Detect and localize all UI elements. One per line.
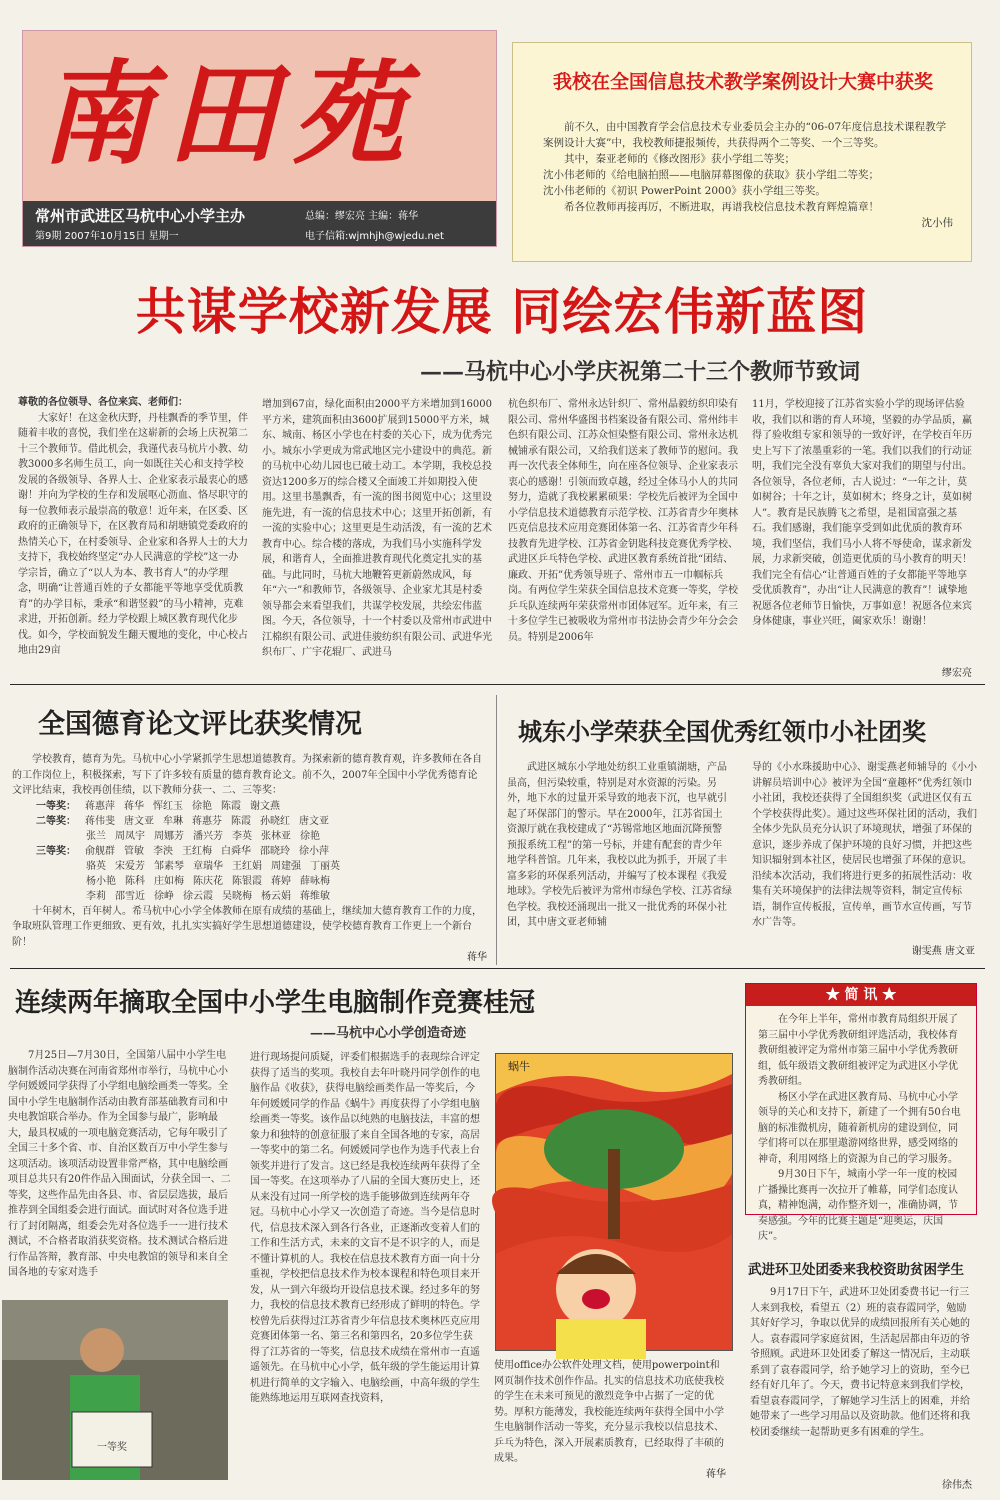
prize-name: 章瑞华 [193, 860, 223, 872]
news-box [745, 983, 977, 1242]
prize-name: 李泱 [153, 845, 173, 857]
prize-name: 周建强 [271, 860, 301, 872]
computer-column-2 [250, 1050, 480, 1490]
moral-author: 蒋华 [467, 952, 487, 963]
student-painting [495, 1053, 733, 1351]
award-paragraph: 前不久，由中国教育学会信息技术专业委员会主办的“06-07年度信息技术课程教学案例设计大赛”中，我校教师捷报频传，共获得两个二等奖、一个三等奖。 [543, 121, 947, 149]
prize-name: 庄如梅 [154, 875, 184, 887]
photo-illustration [2, 1300, 228, 1480]
prize-name: 恽红玉 [153, 800, 183, 812]
award-paragraph: 希各位教师再接再厉，不断进取，再谱我校信息技术教育辉煌篇章！ [564, 201, 879, 213]
moral-intro: 学校教育，德育为先。马杭中心小学紧抓学生思想道德教育。为探索新的德育教育观，许多教师在各自的工作岗位上，积极探索，写下了许多较有质量的德育教育论文。前不久，2007年全国中小学优秀德育论文评比结束，我校再创佳绩，以下教师分获一、二、三等奖： [12, 754, 482, 796]
newspaper-logo: 南田苑 [40, 49, 418, 180]
prize-label: 三等奖： [36, 845, 76, 857]
speech-author: 缪宏亮 [942, 668, 972, 679]
prize-label: 二等奖： [36, 815, 76, 827]
prize-name: 李莉 [86, 890, 106, 902]
prize-name: 管敏 [124, 845, 144, 857]
moral-closing: 十年树木，百年树人。希马杭中心小学全体教师在原有成绩的基础上，继续加大德育教育工作的力度，争取班队管理工作更细致、更有效，扎扎实实搞好学生思想道德建设，使学校德育教育工作更上一个新台阶！ [12, 905, 482, 948]
prize-name: 陈庆花 [193, 875, 223, 887]
prize-name: 王红梅 [182, 845, 212, 857]
publisher: 常州市武进区马杭中心小学主办 [35, 207, 246, 225]
editors: 总编：缪宏亮 主编：蒋华 [305, 211, 419, 222]
prize-row [12, 814, 487, 829]
computer-title: 连续两年摘取全国中小学生电脑制作竞赛桂冠 [15, 988, 536, 1018]
award-title: 我校在全国信息技术教学案例设计大赛中获奖 [552, 71, 933, 93]
prize-name: 杨云娟 [261, 890, 291, 902]
speech-column-2 [262, 397, 492, 675]
prize-name: 徐艳 [300, 830, 320, 842]
computer-author: 蒋华 [706, 1468, 726, 1480]
prize-name: 李英 [232, 830, 252, 842]
moral-essay-title: 全国德育论文评比获奖情况 [38, 709, 362, 740]
award-paragraph: 其中，秦亚老师的《修改图形》获小学组二等奖； [564, 153, 795, 165]
prize-name: 谢文燕 [250, 800, 280, 812]
student-photo [2, 1300, 228, 1480]
prize-name: 俞舰群 [85, 845, 115, 857]
chengdong-column-1 [507, 760, 732, 960]
award-author: 沈小伟 [921, 217, 953, 229]
prize-row [12, 874, 487, 889]
chengdong-title: 城东小学荣获全国优秀红领巾小社团奖 [518, 717, 926, 746]
award-paragraph: 沈小伟老师的《给电脑拍照——电脑屏幕图像的获取》获小学组二等奖； [543, 169, 879, 181]
prize-name: 潘兴芳 [193, 830, 223, 842]
prize-name: 周凤宇 [115, 830, 145, 842]
prize-name: 丁丽英 [310, 860, 340, 872]
computer-subtitle: ——马杭中心小学创造奇迹 [310, 1026, 467, 1041]
prize-name: 张兰 [86, 830, 106, 842]
moral-essay-body [12, 752, 487, 966]
prize-name: 陈科 [125, 875, 145, 887]
prize-name: 邵雪近 [115, 890, 145, 902]
column-divider [496, 695, 497, 965]
computer-column-1 [8, 1048, 236, 1296]
prize-name: 邵晓玲 [260, 845, 290, 857]
award-paragraph: 沈小伟老师的《初识 PowerPoint 2000》获小学组三等奖。 [543, 185, 826, 197]
prize-name: 王红娟 [232, 860, 262, 872]
prize-name: 杨小艳 [86, 875, 116, 887]
chengdong-author: 谢雯燕 唐文亚 [911, 946, 975, 957]
prize-name: 宋爱芳 [115, 860, 145, 872]
prize-name: 邹素琴 [154, 860, 184, 872]
computer-column-3 [494, 1358, 726, 1483]
news-body [758, 1012, 966, 1242]
speech-text: 11月，学校迎接了江苏省实验小学的现场评估验收，我们以和谐的育人环境，坚毅的办学品质，赢得了验收组专家和领导的一致好评，在学校百年历史上写下了浓墨重彩的一笔。我们以我们的行动证明，我们完全没有辜负大家对我们的期望与付出。各位领导，各位老师，古人说过：“一年之计，莫如树谷；十年之计，莫如树木；终身之计，莫如树人”。教育是民族腾飞之希望，是祖国富强之基石。我们感谢，我们能享受到如此优质的教育环境，我们坚信，我们马小人将不辱使命，谋求新发展，力求新突破，创造更优质的马小教育的明天！我们完全有信心“让普通百姓的子女都能平等地享受优质教育”，办出“让人民满意的教育”！诚挚地祝愿各位老师节日愉快，万事如意！祝愿各位来宾身体健康，事业兴旺，阖家欢乐！谢谢！ [752, 399, 972, 627]
painting-label: 蜗牛 [508, 1060, 530, 1073]
prize-name: 徐艳 [192, 800, 212, 812]
prize-row [12, 799, 487, 814]
prize-name: 蒋婷 [271, 875, 291, 887]
prize-name: 蒋惠萍 [85, 800, 115, 812]
sanitation-title: 武进环卫处团委来我校资助贫困学生 [748, 1262, 964, 1278]
prize-name: 徐云霞 [183, 890, 213, 902]
prize-name: 张林亚 [261, 830, 291, 842]
award-body [543, 119, 953, 230]
speech-text: 杭色织布厂、常州永达针织厂、常州晶毅纺织印染有限公司、常州华盛图书档案设备有限公司、常州纬丰色织有限公司、江苏众恒染整有限公司、常州永达机械铺承有限公司，又给我们送来了教师节的慰问。我再一次代表全体师生，向在座各位领导、企业家表示衷心的感谢！引领而致卓越，经过全体马小人的共同努力，造就了我校累累硕果：学校先后被评为全国中小学信息技术道德教育示范学校、江苏省青少年奥林匹克信息技术应用竞赛团体第一名、江苏省青少年科技教育先进学校、江苏省金钥匙科技竞赛优秀学校、武进区乒乓特色学校、武进区教育系统首批“团结、廉政、开拓”优秀领导班子、常州市五一巾帼标兵岗。有两位学生荣获全国信息技术竞赛一等奖，学校乒乓队连续两年荣获常州市团体冠军。近年来，有三十多位学生已被吸收为常州市书法协会青少年分会会员。特别是2006年 [508, 399, 738, 643]
prize-name: 蒋惠芬 [192, 815, 222, 827]
issue-date: 第9期 2007年10月15日 星期一 [35, 231, 179, 242]
main-headline: 共谋学校新发展 同绘宏伟新蓝图 [135, 283, 869, 341]
computer-text: 使用office办公软件处理文档，使用powerpoint和网页制作技术创作作品。扎实的信息技术功底使我校的学生在未来可预见的激烈竞争中占据了一定的优势。厚积方能薄发，我校能连续两年获得全国中小学生电脑制作活动一等奖，充分显示我校以信息技术、乒乓为特色，深入开展素质教育，已经取得了丰硕的成果。 [494, 1360, 724, 1464]
news-item: 杨区小学在武进区教育局、马杭中心小学领导的关心和支持下，新建了一个拥有50台电脑的标准微机房，随着新机房的建设到位，同学们将可以在那里遨游网络世界，感受网络的神奇，利用网络上的资源为自己的学习服务。 [758, 1091, 961, 1165]
sanitation-author: 徐伟杰 [942, 1480, 972, 1491]
prize-name: 徐峥 [154, 890, 174, 902]
chengdong-text: 武进区城东小学地处纺织工业重镇湖塘，产品虽高，但污染较重，特别是对水资源的污染。另外，地下水的过量开采导致的地表下沉，也早就引起了环保部门的警示。早在2000年，江苏省国土资源厅就在我校建成了“苏锡常地区地面沉降预警预报系统工程”的第一号标，并建有配套的青少年地学科普馆。几年来，我校以此为抓手，开展了丰富多彩的环保系列活动，并编写了校本课程《我爱地球》。学校先后被评为常州市绿色学校、江苏省绿色学校。我校还涌现出一批又一批优秀的环保小社团，其中唐文亚老师辅 [507, 762, 732, 928]
prize-row [12, 844, 487, 859]
prize-name: 唐文亚 [124, 815, 154, 827]
prize-name: 吴晓梅 [222, 890, 252, 902]
prize-name: 白舜华 [221, 845, 251, 857]
news-item: 在今年上半年，常州市教育局组织开展了第三届中小学优秀教研组评选活动，我校体育教研组被评定为常州市第三届中小学优秀教研组，低年级语文教研组被评定为武进区小学优秀教研组。 [758, 1014, 958, 1087]
prize-name: 陈银霞 [232, 875, 262, 887]
section-divider [10, 684, 985, 685]
prize-row [12, 859, 487, 874]
speech-column-1 [18, 395, 248, 675]
certificate-text: 一等奖 [97, 1442, 127, 1453]
award-box [512, 42, 972, 262]
prize-row [12, 829, 487, 844]
prize-name: 蒋华 [124, 800, 144, 812]
prize-name: 周娜芳 [154, 830, 184, 842]
chengdong-text: 导的《小水珠援助中心》、谢雯燕老师辅导的《小小讲解员培训中心》被评为全国“童趣杯”优秀红领巾小社团，我校还获得了全国组织奖（武进区仅有五个学校获得此奖）。通过这些环保社团的活动，我们全体少先队员充分认识了环境现状，增强了环保的意识，逐步养成了保护环境的良好习惯，并把这些知识辐射到本社区，使居民也增强了环保的意识。沿续本次活动，我们将进行更多的拓展性活动：收集有关环境保护的法律法规等资料，制定宣传标语，制作宣传板报，宣传单，画节水宣传画，写节水广告等。 [752, 762, 977, 928]
main-subheadline: ——马杭中心小学庆祝第二十三个教师节致词 [420, 359, 861, 385]
chengdong-column-2 [752, 760, 977, 940]
computer-text: 7月25日—7月30日，全国第八届中小学生电脑制作活动决赛在河南省郑州市举行，马杭中心小学何媛媛同学获得了小学组电脑绘画类一等奖。全国中小学生电脑制作活动由教育部基础教育司和中央电教馆联合举办。作为全国参与最广，影响最大，最具权威的一项电脑竞赛活动，它每年吸引了全国三十多个省、市、自治区数百万中小学生参与这项活动。该项活动设置非常严格，其中电脑绘画项目总共只有20件作品入围面试，分获全国一、二等奖，这些作品先由各县、市、省层层选拔，最后推荐到全国组委会进行面试。面试时对各位选手进行了封闭隔离，组委会先对各位选手一一进行技术测试，不合格者取消获奖资格。技术测试合格后进行作品答辩，教育部、中央电教馆的领导和来自全国各地的专家对选手 [8, 1050, 231, 1278]
sanitation-body [750, 1285, 972, 1475]
speech-column-3 [508, 397, 738, 675]
prize-name: 蒋伟斐 [85, 815, 115, 827]
sanitation-text: 9月17日下午，武进环卫处团委费书记一行三人来到我校，看望五（2）班的袁春霞同学，勉励其好好学习，争取以优异的成绩回报所有关心她的人。袁春霞同学家庭贫困，生活起居都由年迈的爷爷照顾。武进环卫处团委了解这一情况后，主动联系到了袁春霞同学，给予她学习上的资助，至今已经有好几年了。今天，费书记特意来到我们学校，看望袁春霞同学，了解她学习生活上的困难，并给她带来了一些学习用品以及资助款。他们还将和我校团委继续一起帮助更多有困难的学生。 [750, 1287, 970, 1438]
email: 电子信箱:wjmhjh@wjedu.net [305, 231, 444, 242]
painting-illustration [496, 1054, 732, 1350]
prize-name: 徐小萍 [299, 845, 329, 857]
speech-greeting: 尊敬的各位领导、各位来宾、老师们： [18, 397, 188, 408]
prize-row [12, 889, 487, 904]
prize-name: 薛咏梅 [300, 875, 330, 887]
news-header: ★ 简 讯 ★ [746, 984, 976, 1006]
prize-name: 骆英 [86, 860, 106, 872]
speech-column-4 [752, 397, 974, 659]
computer-text: 进行现场提问质疑，评委们根据选手的表现综合评定获得了适当的奖项。我校自去年叶晓丹同学创作的电脑作品《收获》，获得电脑绘画类作品一等奖后，今年何媛媛同学的作品《蜗牛》再度获得了小学组电脑绘画类一等奖。该作品以纯熟的电脑技法，丰富的想象力和独特的创意征服了来自全国各地的专家，高居一等奖中的第二名。何媛媛同学也作为选手代表上台领奖并进行了发言。这已经是我校连续两年获得了全国一等奖。在这项举办了八届的全国大赛历史上，还从来没有过同一所学校的选手能够做到连续两年夺冠。马杭中心小学又一次创造了奇迹。当今是信息时代，信息技术深入到各行各业，正逐渐改变着人们的工作和生活方式，未来的文盲不是不识字的人，而是不懂计算机的人。我校在信息技术教育方面一向十分重视，学校把信息技术作为校本课程和特色项目来开发，从一到六年级均开设信息技术课。经过多年的努力，我校的信息技术教育已经形成了鲜明的特色。学校曾先后获得过江苏省青少年信息技术奥林匹克应用竞赛团体第一名、第三名和第四名，20多位学生获得了江苏省的一等奖，信息技术成绩在常州市一直遥遥领先。在马杭中心小学，低年级的学生能运用计算机进行简单的文字输入、电脑绘画，中高年级的学生能熟练地运用互联网查找资料， [250, 1052, 480, 1404]
prize-name: 陈霞 [231, 815, 251, 827]
speech-text: 大家好！在这金秋庆野，丹桂飘香的季节里，伴随着丰收的喜悦，我们坐在这崭新的会场上庆祝第二十三个教师节。借此机会，我谨代表马杭片小教、幼教3000多名师生员工，向一如既往关心和支持学校发展的各级领导、各界人士、企业家表示最衷心的感谢！并向为学校的生存和发展呕心沥血、恪尽职守的每一位教师表示最崇高的敬意！近年来，在区委、区政府的正确领导下，在区教育局和胡塘镇党委政府的热情关心下，在村委领导、企业家和各界人士的大力支持下，我校始终坚定“办人民满意的学校”这一办学宗旨，确立了“以人为本、教书育人”的办学理念，明确“让普通百姓的子女都能平等地享受优质教育”的办学目标，秉承“和谐竖毅”的马小精神，克难求进，开拓创新。经力学校跟上城区教育现代化步伐。如今，学校面貌发生翻天覆地的变化，中心校占地由29亩 [18, 412, 248, 656]
prize-name: 陈霞 [221, 800, 241, 812]
prize-label: 一等奖： [36, 800, 76, 812]
section-divider [10, 968, 985, 969]
prize-name: 孙晓红 [260, 815, 290, 827]
speech-text: 增加到67亩，绿化面积由2000平方米增加到16000平方米，建筑面积由3600扩展到15000平方米，城东、城南、杨区小学也在村委的关心下，成为优秀完小。城东小学更成为常武地区完小建设中的典范。新的马杭中心幼儿园也已破土动工。本学期，我校总投资达1200多万的综合楼又全面竣工并如期投入使用。这里书墨飘香，有一流的图书阅览中心；这里设施先进，有一流的信息技术中心；这里开拓创新，有一流的实验中心；这里更是生动活泼，有一流的艺术教育中心。综合楼的落成，为我们马小实施科学发展，和谐育人，全面推进教育现代化奠定扎实的基础。与此同时，马杭大地鞭笞更新蔚然成风，每年“六一”和教师节，各级领导、企业家尤其是村委领导都会来看望我们，共谋学校发展，共绘宏伟蓝图。今天，各位领导，十一个村委以及常州市武进中江棉织有限公司、武进佳骏纺织有限公司、武进华光织布厂、广宇花辊厂、武进马 [262, 399, 492, 658]
prize-name: 蒋维敏 [300, 890, 330, 902]
news-item: 9月30日下午，城南小学一年一度的校园广播操比赛再一次拉开了帷幕，同学们态度认真，精神饱满，动作整齐划一，准确协调，节奏感强。今年的比赛主题是“迎奥运，庆国庆”。 [758, 1169, 958, 1242]
prize-name: 唐文亚 [299, 815, 329, 827]
prize-name: 牟琳 [163, 815, 183, 827]
masthead-bar [23, 201, 496, 246]
